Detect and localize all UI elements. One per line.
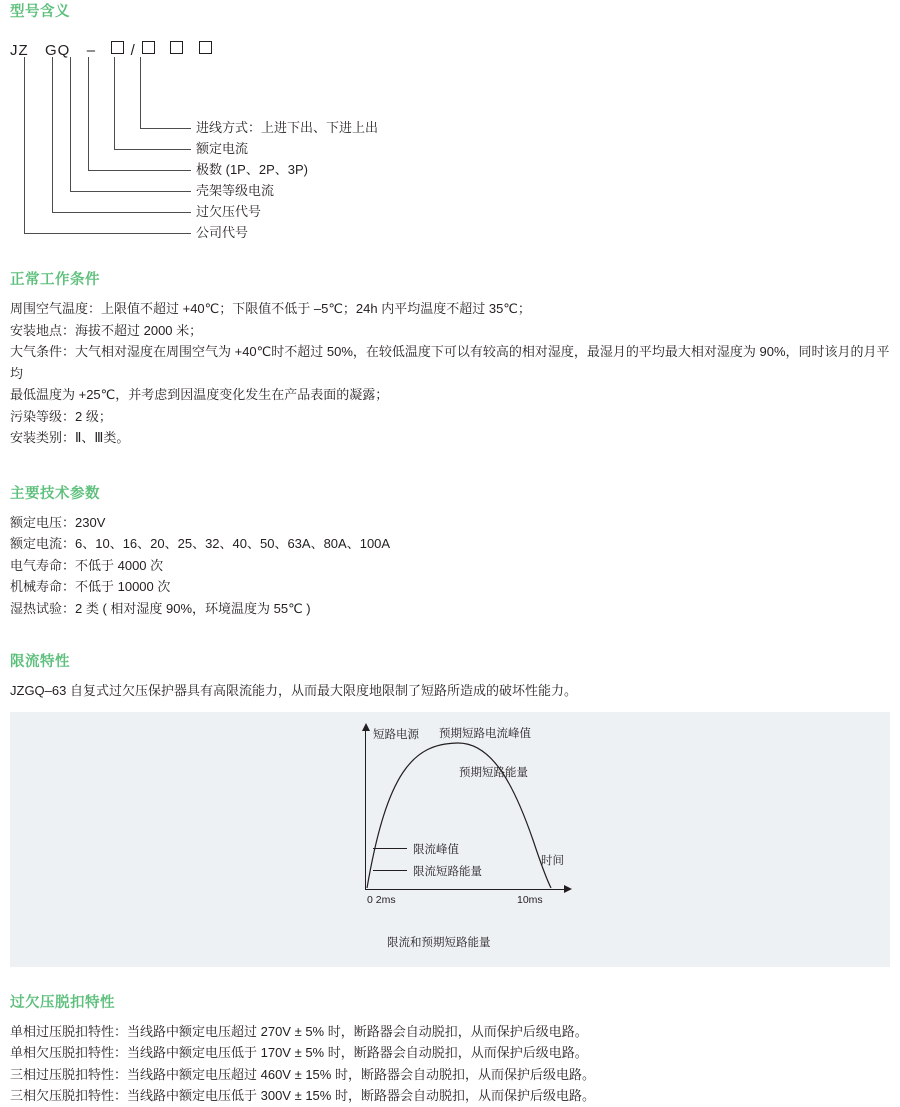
- main-parameters-body: [10, 512, 890, 620]
- chart-x-tick-0: 0 2ms: [367, 893, 396, 906]
- model-legend-label-company-code: 公司代号: [196, 225, 249, 240]
- main-parameters-line-5: 湿热试验：2 类 ( 相对湿度 90%，环境温度为 55℃ ): [10, 600, 311, 616]
- chart-x-axis-arrow-icon: [564, 885, 572, 893]
- normal-conditions-line-5: 污染等级：2 级；: [10, 408, 112, 424]
- current-limiting-figure: [10, 712, 890, 967]
- model-code-dash: –: [86, 42, 97, 59]
- normal-conditions-body: [10, 298, 890, 449]
- chart-legend-label-limited-energy: 限流短路能量: [413, 865, 482, 878]
- chart-legend-swatch-2: [373, 870, 407, 871]
- section-title-current-limiting: 限流特性: [10, 654, 70, 670]
- model-code-prefix1: JZ: [10, 42, 29, 59]
- leader-line-wiring-method: [140, 57, 191, 129]
- current-limiting-intro: JZGQ–63 自复式过欠压保护器具有高限流能力，从而最大限度地限制了短路所造成的破坏性能力。: [10, 683, 577, 698]
- model-code-slash: /: [130, 42, 136, 59]
- chart-x-tick-1: 10ms: [517, 893, 543, 906]
- model-legend-label-frame-current: 壳架等级电流: [196, 183, 275, 198]
- normal-conditions-line-1: 周围空气温度：上限值不超过 +40℃；下限值不低于 –5℃；24h 内平均温度不超过 35℃；: [10, 301, 531, 316]
- model-code-prefix2: GQ: [45, 42, 71, 59]
- chart-annotation-peak-prospective-current: 预期短路电流峰值: [439, 727, 531, 740]
- model-code-box-1: [111, 41, 124, 54]
- model-legend-label-wiring-method: 进线方式：上进下出、下进上出: [196, 120, 379, 135]
- chart-legend-swatch-1: [373, 848, 407, 849]
- trip-characteristics-line-3: 三相过压脱扣特性：当线路中额定电压超过 460V ± 15% 时，断路器会自动脱扣，从而保护后级电路。: [10, 1066, 595, 1082]
- main-parameters-line-3: 电气寿命：不低于 4000 次: [10, 557, 164, 573]
- model-code-diagram: [10, 33, 890, 240]
- main-parameters-line-2: 额定电流：6、10、16、20、25、32、40、50、63A、80A、100A: [10, 536, 391, 551]
- main-parameters-line-1: 额定电压：230V: [10, 514, 106, 530]
- model-legend-label-poles: 极数 (1P、2P、3P): [196, 162, 308, 177]
- trip-characteristics-line-1: 单相过压脱扣特性：当线路中额定电压超过 270V ± 5% 时，断路器会自动脱扣，从而保护后级电路。: [10, 1023, 588, 1039]
- model-code-box-2: [142, 41, 155, 54]
- trip-characteristics-line-4: 三相欠压脱扣特性：当线路中额定电压低于 300V ± 15% 时，断路器会自动脱扣，从而保护后级电路。: [10, 1088, 595, 1103]
- trip-characteristics-line-2: 单相欠压脱扣特性：当线路中额定电压低于 170V ± 5% 时，断路器会自动脱扣，从而保护后级电路。: [10, 1045, 588, 1060]
- chart-caption: 限流和预期短路能量: [387, 936, 491, 949]
- normal-conditions-line-3: 大气条件：大气相对湿度在周围空气为 +40℃时不超过 50%，在较低温度下可以有较高的相对湿度，最湿月的平均最大相对湿度为 90%，同时该月的月平均: [10, 344, 890, 381]
- section-title-trip-characteristics: 过欠压脱扣特性: [10, 994, 115, 1011]
- normal-conditions-line-2: 安装地点：海拔不超过 2000 米；: [10, 322, 203, 338]
- model-legend-label-rated-current: 额定电流: [196, 141, 249, 156]
- section-title-main-parameters: 主要技术参数: [10, 485, 100, 502]
- normal-conditions-line-6: 安装类别：Ⅱ、Ⅲ类。: [10, 430, 130, 445]
- chart-plot-area: [365, 727, 565, 906]
- chart-legend-label-limited-peak: 限流峰值: [413, 843, 459, 856]
- chart-y-axis-label: 短路电源: [373, 728, 419, 741]
- model-code-box-4: [199, 41, 212, 54]
- chart-annotation-prospective-energy: 预期短路能量: [459, 766, 528, 779]
- main-parameters-line-4: 机械寿命：不低于 10000 次: [10, 579, 171, 594]
- chart-x-axis-label: 时间: [541, 854, 564, 867]
- trip-characteristics-body: [10, 1021, 890, 1107]
- model-code-box-3: [170, 41, 183, 54]
- model-legend-label-voltage-code: 过欠压代号: [196, 204, 262, 219]
- normal-conditions-line-4: 最低温度为 +25℃，并考虑到因温度变化发生在产品表面的凝露；: [10, 387, 389, 402]
- section-title-normal-conditions: 正常工作条件: [10, 272, 100, 288]
- section-title-model-meaning: 型号含义: [10, 4, 70, 20]
